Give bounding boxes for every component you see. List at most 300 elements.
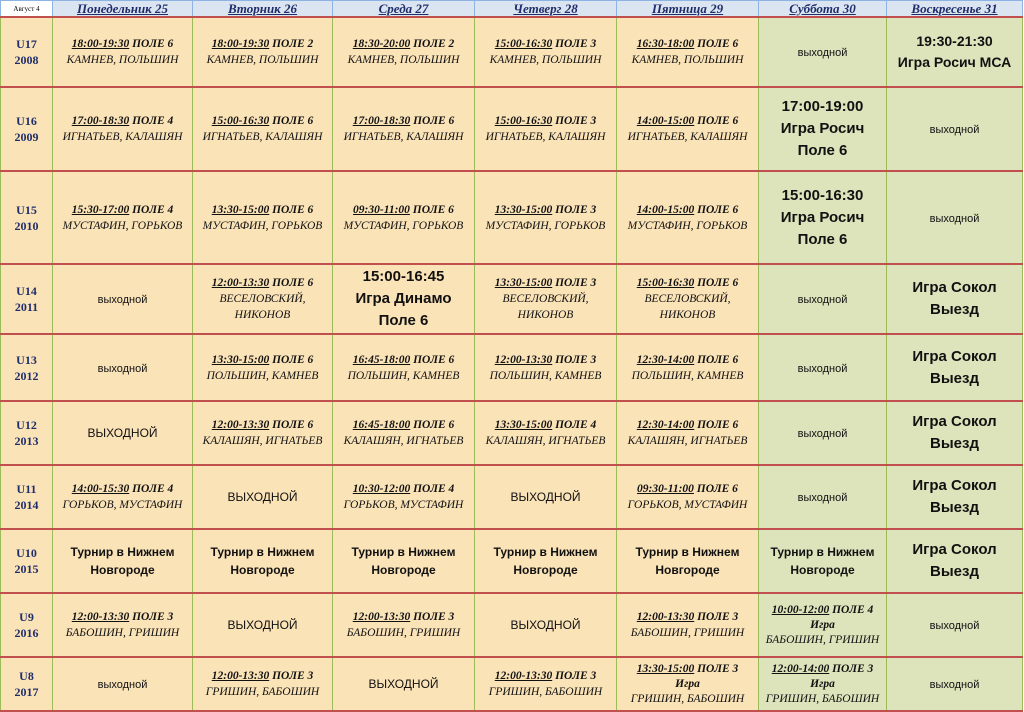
- session-field: ПОЛЕ 2: [413, 38, 455, 50]
- schedule-cell: [759, 401, 887, 465]
- session-time: 16:45-18:00: [352, 419, 411, 431]
- schedule-cell: [475, 171, 617, 264]
- schedule-cell: [887, 264, 1023, 334]
- session-line: [55, 36, 190, 52]
- session-coaches: БАБОШИН, ГРИШИН: [765, 634, 880, 646]
- session-field: ПОЛЕ 3: [697, 611, 739, 623]
- session-time: 18:30-20:00: [352, 38, 411, 50]
- session-coaches: ГРИШИН, БАБОШИН: [205, 686, 320, 698]
- schedule-cell: [887, 529, 1023, 593]
- day-off-label: выходной: [797, 362, 848, 375]
- session-time: 13:30-15:00: [211, 353, 270, 366]
- session-field: ПОЛЕ 2: [272, 38, 314, 50]
- session-coaches: КАМНЕВ, ПОЛЬШИН: [66, 54, 179, 66]
- day-off-label: выходной: [929, 620, 980, 632]
- game-line: Выезд: [930, 301, 979, 318]
- session-line: [619, 36, 756, 52]
- schedule-cell: [475, 401, 617, 465]
- schedule-cell: [617, 264, 759, 334]
- schedule-cell: [333, 657, 475, 711]
- session-note: Игра: [675, 678, 700, 690]
- session-line: [335, 417, 472, 433]
- session-line: [477, 113, 614, 129]
- day-header-sat: Суббота 30: [759, 1, 887, 18]
- schedule-cell: [193, 529, 333, 593]
- team-year: 2014: [14, 498, 39, 512]
- schedule-cell: [333, 401, 475, 465]
- session-line: [619, 202, 756, 218]
- session-coaches: МУСТАФИН, ГОРЬКОВ: [202, 219, 323, 232]
- schedule-cell: [53, 264, 193, 334]
- session-field: ПОЛЕ 3: [555, 203, 597, 216]
- session-line: [477, 202, 614, 218]
- session-coaches: КАМНЕВ, ПОЛЬШИН: [631, 54, 744, 66]
- schedule-cell: [617, 593, 759, 657]
- session-line: [195, 275, 330, 291]
- schedule-cell: [193, 401, 333, 465]
- session-field: ПОЛЕ 6: [697, 115, 739, 127]
- schedule-cell: [617, 529, 759, 593]
- schedule-cell: [193, 171, 333, 264]
- schedule-cell: [193, 465, 333, 529]
- session-coaches: МУСТАФИН, ГОРЬКОВ: [62, 219, 183, 232]
- schedule-cell: [617, 87, 759, 171]
- game-line: Игра Динамо: [355, 290, 452, 307]
- schedule-cell: [617, 465, 759, 529]
- day-off-label: выходной: [97, 362, 148, 375]
- schedule-cell: [617, 17, 759, 87]
- day-off-label: выходной: [929, 212, 980, 225]
- day-header-tue: Вторник 26: [193, 1, 333, 18]
- session-field: ПОЛЕ 3: [555, 277, 597, 289]
- schedule-cell: [475, 657, 617, 711]
- day-header-fri: Пятница 29: [617, 1, 759, 18]
- session-time: 13:30-15:00: [211, 203, 270, 216]
- day-header-thu: Четверг 28: [475, 1, 617, 18]
- schedule-row: [1, 171, 1023, 264]
- session-field: ПОЛЕ 6: [132, 38, 174, 50]
- session-field: ПОЛЕ 6: [272, 353, 314, 366]
- session-field: ПОЛЕ 6: [697, 419, 739, 431]
- game-line: 15:00-16:30: [781, 186, 864, 204]
- game-line: Игра Сокол: [912, 413, 997, 430]
- session-field: ПОЛЕ 4: [132, 203, 174, 216]
- schedule-cell: [333, 465, 475, 529]
- session-field: ПОЛЕ 3: [555, 670, 597, 682]
- schedule-cell: [53, 171, 193, 264]
- schedule-cell: [193, 657, 333, 711]
- schedule-cell: [759, 465, 887, 529]
- schedule-cell: [759, 529, 887, 593]
- schedule-cell: [53, 334, 193, 401]
- day-off-label: выходной: [797, 47, 848, 59]
- session-time: 15:00-16:30: [494, 38, 553, 50]
- schedule-cell: [53, 465, 193, 529]
- session-field: ПОЛЕ 6: [272, 203, 314, 216]
- schedule-cell: [475, 593, 617, 657]
- schedule-cell: [617, 171, 759, 264]
- session-time: 12:00-13:30: [211, 670, 270, 682]
- session-time: 12:00-13:30: [636, 611, 695, 623]
- session-line: [195, 202, 330, 218]
- session-time: 14:00-15:00: [636, 115, 695, 127]
- day-off-label: выходной: [797, 294, 848, 306]
- session-coaches: ИГНАТЬЕВ, КАЛАШЯН: [485, 131, 606, 143]
- schedule-cell: [759, 17, 887, 87]
- day-off-label: выходной: [97, 294, 148, 306]
- session-time: 15:00-16:30: [211, 115, 270, 127]
- schedule-cell: [475, 334, 617, 401]
- team-year: 2010: [14, 218, 39, 233]
- session-time: 12:00-13:30: [352, 611, 411, 623]
- tournament-line: Новгороде: [790, 563, 855, 577]
- game-line: Игра Сокол: [912, 477, 997, 494]
- session-coaches: ВЕСЕЛОВСКИЙ,: [644, 293, 731, 305]
- session-coaches-extra: НИКОНОВ: [517, 309, 574, 321]
- session-time: 12:00-13:30: [494, 353, 553, 366]
- session-coaches: ИГНАТЬЕВ, КАЛАШЯН: [62, 131, 183, 143]
- session-coaches: КАЛАШЯН, ИГНАТЬЕВ: [627, 435, 748, 447]
- session-field: ПОЛЕ 6: [697, 38, 739, 50]
- schedule-row: [1, 657, 1023, 711]
- session-time: 16:30-18:00: [636, 38, 695, 50]
- session-coaches: ГРИШИН, БАБОШИН: [630, 693, 745, 705]
- game-line: Игра Росич: [780, 208, 865, 226]
- team-age: U16: [16, 114, 37, 128]
- session-line: [335, 352, 472, 368]
- game-line: Выезд: [930, 499, 979, 516]
- schedule-row: [1, 87, 1023, 171]
- session-line: [195, 113, 330, 129]
- session-field: ПОЛЕ 4: [132, 483, 174, 495]
- session-line: [55, 113, 190, 129]
- session-time: 16:45-18:00: [352, 353, 411, 366]
- schedule-cell: [333, 171, 475, 264]
- session-time: 14:00-15:30: [71, 483, 130, 495]
- day-off-label: выходной: [97, 679, 148, 691]
- session-time: 17:00-18:30: [352, 115, 411, 127]
- schedule-cell: [193, 264, 333, 334]
- session-field: ПОЛЕ 3: [555, 353, 597, 366]
- game-line: 17:00-19:00: [781, 98, 864, 115]
- schedule-cell: [617, 401, 759, 465]
- session-line: [477, 417, 614, 433]
- tournament-line: Новгороде: [513, 563, 578, 577]
- schedule-row: [1, 334, 1023, 401]
- schedule-cell: [475, 465, 617, 529]
- session-time: 14:00-15:00: [636, 203, 695, 216]
- session-time: 13:30-15:00: [636, 663, 695, 675]
- schedule-cell: [333, 17, 475, 87]
- session-line: [195, 668, 330, 684]
- session-coaches: ИГНАТЬЕВ, КАЛАШЯН: [627, 131, 748, 143]
- schedule-row: [1, 529, 1023, 593]
- session-coaches: КАМНЕВ, ПОЛЬШИН: [347, 54, 460, 66]
- team-year: 2009: [14, 130, 39, 144]
- session-line: [477, 352, 614, 368]
- team-age: U17: [16, 37, 37, 51]
- session-coaches: БАБОШИН, ГРИШИН: [346, 627, 461, 639]
- team-year: 2012: [14, 368, 39, 383]
- team-age: U13: [16, 352, 37, 367]
- session-line: [619, 481, 756, 497]
- game-line: Поле 6: [797, 142, 848, 159]
- game-line: Выезд: [930, 369, 979, 387]
- schedule-cell: [887, 465, 1023, 529]
- session-field: ПОЛЕ 3: [697, 663, 739, 675]
- schedule-cell: [759, 334, 887, 401]
- tournament-line: Турнир в Нижнем: [493, 545, 598, 559]
- day-off-label: ВЫХОДНОЙ: [368, 677, 439, 691]
- day-header-wed: Среда 27: [333, 1, 475, 18]
- session-coaches: ГОРЬКОВ, МУСТАФИН: [343, 499, 464, 511]
- session-coaches: МУСТАФИН, ГОРЬКОВ: [343, 219, 464, 232]
- schedule-row: [1, 264, 1023, 334]
- team-cell: [1, 171, 53, 264]
- session-coaches-extra: НИКОНОВ: [659, 309, 716, 321]
- team-cell: [1, 465, 53, 529]
- day-off-label: ВЫХОДНОЙ: [510, 490, 581, 504]
- schedule-cell: [475, 87, 617, 171]
- session-line: [195, 352, 330, 368]
- schedule-cell: [887, 334, 1023, 401]
- schedule-cell: [53, 87, 193, 171]
- tournament-line: Новгороде: [371, 563, 436, 577]
- game-line: Выезд: [930, 563, 979, 580]
- session-time: 12:30-14:00: [636, 419, 695, 431]
- day-off-label: выходной: [797, 492, 848, 504]
- session-field: ПОЛЕ 4: [132, 115, 174, 127]
- session-field: ПОЛЕ 4: [413, 483, 455, 495]
- team-year: 2008: [14, 53, 39, 67]
- team-cell: [1, 593, 53, 657]
- session-line: [477, 275, 614, 291]
- tournament-line: Новгороде: [90, 563, 155, 577]
- session-coaches: БАБОШИН, ГРИШИН: [630, 627, 745, 639]
- tournament-line: Турнир в Нижнем: [210, 545, 315, 559]
- session-line: [335, 36, 472, 52]
- schedule-cell: [887, 593, 1023, 657]
- session-field: ПОЛЕ 6: [696, 483, 738, 495]
- team-age: U10: [16, 546, 37, 560]
- schedule-cell: [759, 264, 887, 334]
- schedule-cell: [887, 171, 1023, 264]
- team-age: U14: [16, 284, 37, 298]
- session-field: ПОЛЕ 6: [413, 115, 455, 127]
- game-line: Поле 6: [797, 230, 848, 248]
- session-line: [335, 202, 472, 218]
- session-field: ПОЛЕ 6: [697, 277, 739, 289]
- session-time: 15:00-16:30: [494, 115, 553, 127]
- tournament-line: Новгороде: [230, 563, 295, 577]
- session-time: 15:00-16:30: [636, 277, 695, 289]
- schedule-cell: [475, 17, 617, 87]
- session-line: [477, 36, 614, 52]
- game-line: Выезд: [930, 435, 979, 452]
- session-time: 12:00-13:30: [211, 277, 270, 289]
- schedule-cell: [759, 171, 887, 264]
- day-header-sun: Воскресенье 31: [887, 1, 1023, 18]
- team-year: 2015: [14, 562, 39, 576]
- session-coaches: КАМНЕВ, ПОЛЬШИН: [206, 54, 319, 66]
- session-line: [195, 417, 330, 433]
- session-line: [619, 417, 756, 433]
- session-coaches: КАЛАШЯН, ИГНАТЬЕВ: [485, 435, 606, 447]
- game-line: Игра Росич МСА: [897, 54, 1012, 70]
- session-line: [619, 609, 756, 625]
- session-line: [335, 481, 472, 497]
- session-coaches: ПОЛЬШИН, КАМНЕВ: [206, 369, 319, 382]
- session-field: ПОЛЕ 6: [272, 277, 314, 289]
- game-line: Игра Сокол: [912, 347, 997, 365]
- schedule-row: [1, 17, 1023, 87]
- schedule-cell: [333, 264, 475, 334]
- session-line: [619, 113, 756, 129]
- schedule-cell: [193, 17, 333, 87]
- schedule-cell: [53, 529, 193, 593]
- session-coaches: ПОЛЬШИН, КАМНЕВ: [631, 369, 744, 382]
- session-line: [55, 481, 190, 497]
- session-line: [195, 36, 330, 52]
- day-off-label: ВЫХОДНОЙ: [87, 426, 158, 440]
- team-year: 2013: [14, 434, 39, 448]
- schedule-cell: [53, 593, 193, 657]
- session-field: ПОЛЕ 3: [555, 115, 597, 127]
- session-coaches: ГОРЬКОВ, МУСТАФИН: [62, 499, 183, 511]
- schedule-cell: [475, 529, 617, 593]
- schedule-row: [1, 465, 1023, 529]
- session-field: ПОЛЕ 6: [697, 203, 739, 216]
- schedule-cell: [759, 657, 887, 711]
- schedule-cell: [193, 593, 333, 657]
- team-year: 2016: [14, 626, 39, 640]
- day-off-label: выходной: [929, 679, 980, 691]
- session-coaches: МУСТАФИН, ГОРЬКОВ: [485, 219, 606, 232]
- team-age: U11: [16, 482, 37, 496]
- day-off-label: выходной: [797, 428, 848, 440]
- header-row: [1, 1, 1023, 18]
- session-time: 12:00-14:00: [771, 663, 830, 675]
- schedule-cell: [617, 657, 759, 711]
- session-time: 13:30-15:00: [494, 203, 553, 216]
- session-time: 09:30-11:00: [353, 203, 410, 216]
- session-coaches: КАМНЕВ, ПОЛЬШИН: [489, 54, 602, 66]
- session-field: ПОЛЕ 3: [413, 611, 455, 623]
- team-age: U9: [19, 610, 34, 624]
- schedule-cell: [193, 334, 333, 401]
- session-coaches: БАБОШИН, ГРИШИН: [65, 627, 180, 639]
- schedule-cell: [759, 87, 887, 171]
- session-field: ПОЛЕ 6: [697, 353, 739, 366]
- tournament-line: Турнир в Нижнем: [770, 545, 875, 559]
- schedule-row: [1, 401, 1023, 465]
- session-coaches: ГРИШИН, БАБОШИН: [765, 693, 880, 705]
- schedule-cell: [333, 529, 475, 593]
- team-cell: [1, 264, 53, 334]
- schedule-cell: [887, 657, 1023, 711]
- session-field: ПОЛЕ 6: [413, 353, 455, 366]
- session-time: 10:30-12:00: [352, 483, 411, 495]
- session-coaches: ГОРЬКОВ, МУСТАФИН: [627, 499, 748, 511]
- session-note: Игра: [810, 678, 835, 690]
- team-cell: [1, 17, 53, 87]
- schedule-cell: [759, 593, 887, 657]
- session-time: 17:00-18:30: [71, 115, 130, 127]
- team-cell: [1, 657, 53, 711]
- session-field: ПОЛЕ 3: [832, 663, 874, 675]
- game-line: 19:30-21:30: [916, 33, 993, 49]
- schedule-cell: [887, 401, 1023, 465]
- day-off-label: ВЫХОДНОЙ: [227, 618, 298, 632]
- session-time: 18:00-19:30: [71, 38, 130, 50]
- schedule-cell: [53, 401, 193, 465]
- game-line: Поле 6: [378, 312, 429, 329]
- tournament-line: Новгороде: [655, 563, 720, 577]
- schedule-cell: [617, 334, 759, 401]
- session-field: ПОЛЕ 6: [272, 419, 314, 431]
- session-line: [55, 202, 190, 218]
- session-time: 10:00-12:00: [771, 604, 830, 616]
- session-field: ПОЛЕ 4: [555, 419, 597, 431]
- session-field: ПОЛЕ 3: [272, 670, 314, 682]
- session-line: [761, 661, 884, 677]
- session-line: [335, 609, 472, 625]
- session-coaches: МУСТАФИН, ГОРЬКОВ: [627, 219, 748, 232]
- schedule-cell: [333, 334, 475, 401]
- session-line: [335, 113, 472, 129]
- session-line: [55, 609, 190, 625]
- month-label: Август 4: [1, 1, 53, 18]
- session-time: 12:00-13:30: [494, 670, 553, 682]
- session-line: [619, 275, 756, 291]
- team-age: U15: [16, 202, 37, 217]
- schedule-cell: [333, 87, 475, 171]
- day-header-mon: Понедельник 25: [53, 1, 193, 18]
- team-age: U12: [16, 418, 37, 432]
- session-line: [477, 668, 614, 684]
- session-time: 12:00-13:30: [71, 611, 130, 623]
- session-coaches: ИГНАТЬЕВ, КАЛАШЯН: [202, 131, 323, 143]
- session-field: ПОЛЕ 6: [412, 203, 454, 216]
- session-field: ПОЛЕ 4: [832, 604, 874, 616]
- session-field: ПОЛЕ 6: [413, 419, 455, 431]
- team-age: U8: [19, 669, 34, 683]
- session-coaches: ГРИШИН, БАБОШИН: [488, 686, 603, 698]
- session-time: 13:30-15:00: [494, 277, 553, 289]
- schedule-cell: [53, 657, 193, 711]
- session-field: ПОЛЕ 3: [132, 611, 174, 623]
- tournament-line: Турнир в Нижнем: [70, 545, 175, 559]
- game-line: Игра Сокол: [912, 279, 997, 296]
- session-time: 12:30-14:00: [636, 353, 695, 366]
- day-off-label: ВЫХОДНОЙ: [510, 618, 581, 632]
- session-line: [761, 602, 884, 618]
- day-off-label: ВЫХОДНОЙ: [227, 490, 298, 504]
- session-coaches: ПОЛЬШИН, КАМНЕВ: [489, 369, 602, 382]
- session-coaches: ВЕСЕЛОВСКИЙ,: [219, 293, 306, 305]
- tournament-line: Турнир в Нижнем: [635, 545, 740, 559]
- team-year: 2011: [14, 300, 39, 314]
- session-field: ПОЛЕ 6: [272, 115, 314, 127]
- team-year: 2017: [14, 685, 39, 699]
- game-line: 15:00-16:45: [362, 268, 445, 285]
- session-line: [619, 352, 756, 368]
- game-line: Игра Росич: [780, 120, 865, 137]
- session-coaches: ПОЛЬШИН, КАМНЕВ: [347, 369, 460, 382]
- team-cell: [1, 529, 53, 593]
- team-cell: [1, 87, 53, 171]
- session-field: ПОЛЕ 3: [555, 38, 597, 50]
